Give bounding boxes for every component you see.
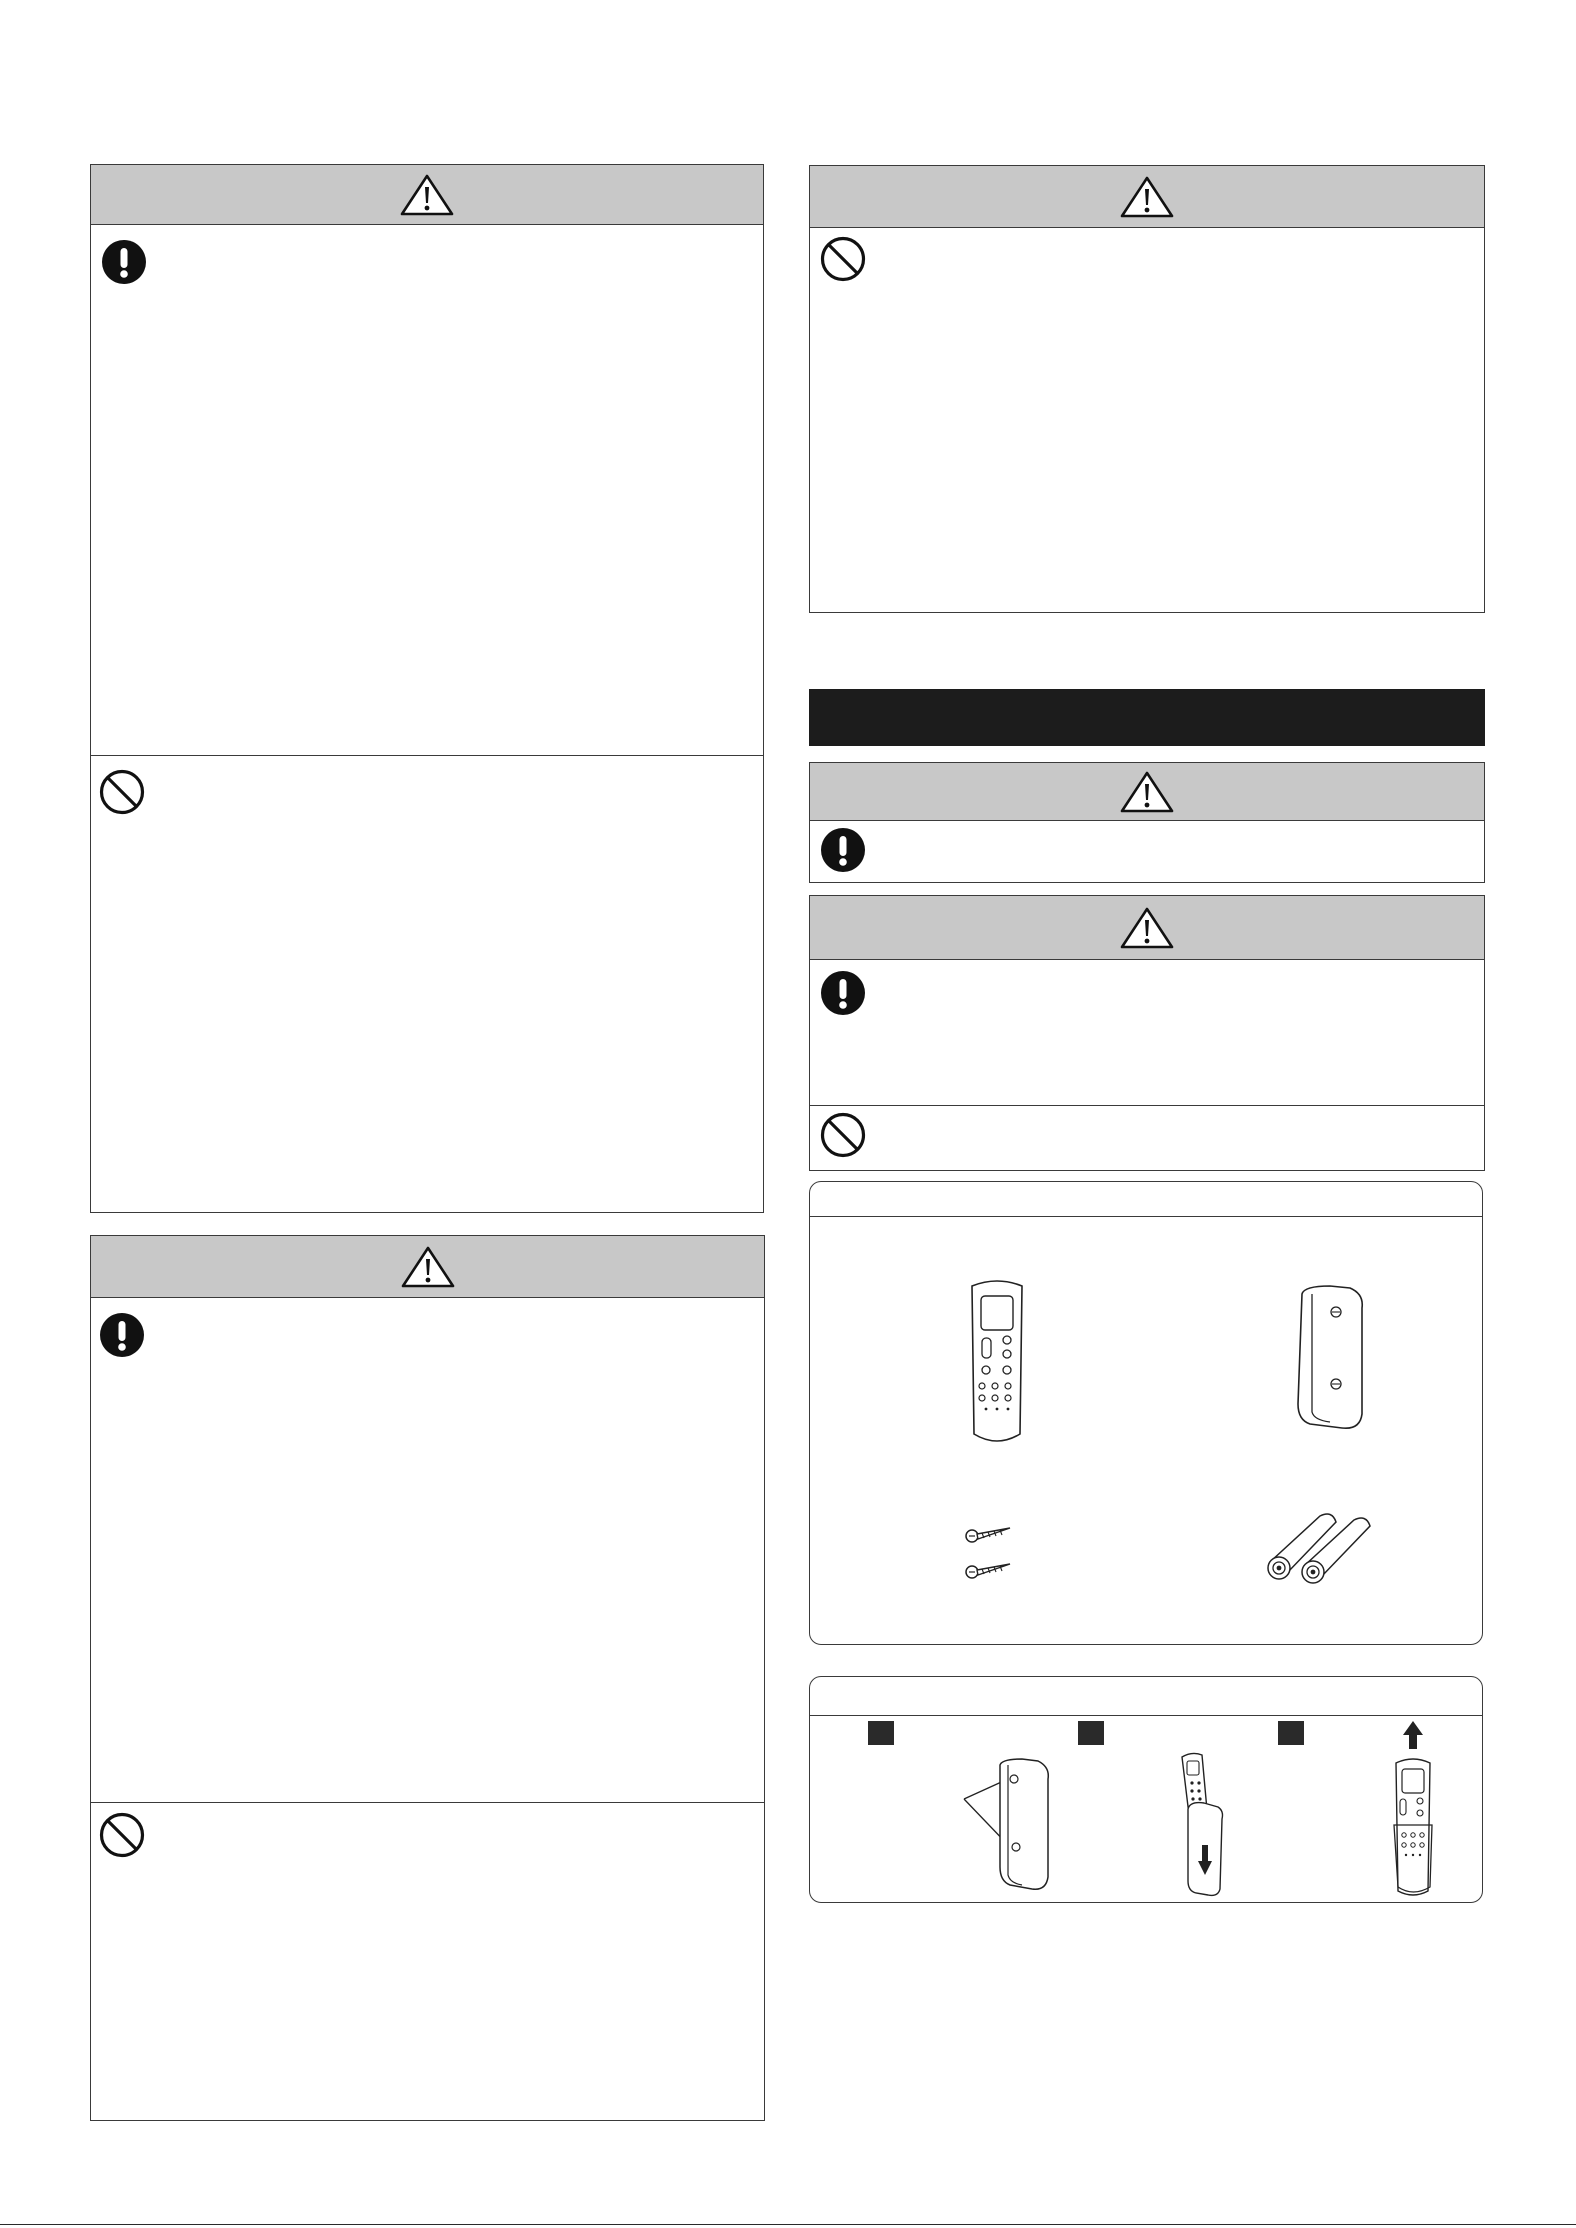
section-title-bar xyxy=(809,689,1485,746)
remote-holder-image xyxy=(1290,1284,1372,1432)
warning-header xyxy=(810,166,1484,228)
warning-header xyxy=(91,1236,764,1298)
step-square-icon xyxy=(1078,1721,1104,1745)
warning-triangle-icon xyxy=(1119,770,1175,814)
exclamation-circle-icon xyxy=(99,1312,145,1358)
prohibition-icon xyxy=(99,1812,145,1858)
remote-in-holder-image xyxy=(1388,1721,1438,1901)
prohibition-icon xyxy=(820,236,866,282)
remote-control-image xyxy=(962,1278,1032,1448)
warning-header xyxy=(91,165,763,225)
section-divider xyxy=(810,1105,1484,1106)
accessories-box xyxy=(809,1181,1483,1645)
accessories-header-line xyxy=(810,1216,1482,1217)
warning-box-1 xyxy=(90,164,764,1213)
mounting-header-line xyxy=(810,1715,1482,1716)
warning-triangle-icon xyxy=(1119,175,1175,219)
section-divider xyxy=(91,1802,764,1803)
exclamation-circle-icon xyxy=(820,970,866,1016)
section-divider xyxy=(91,755,763,756)
mounting-steps-box xyxy=(809,1676,1483,1903)
batteries-image xyxy=(1260,1508,1390,1592)
warning-box-3 xyxy=(809,165,1485,613)
step-square-icon xyxy=(1278,1721,1304,1745)
page-bottom-rule xyxy=(0,2224,1576,2225)
warning-box-4 xyxy=(809,762,1485,883)
screws-image xyxy=(962,1522,1018,1588)
warning-box-5 xyxy=(809,895,1485,1171)
prohibition-icon xyxy=(820,1112,866,1158)
warning-box-2 xyxy=(90,1235,765,2121)
exclamation-circle-icon xyxy=(101,239,147,285)
warning-header xyxy=(810,896,1484,960)
warning-triangle-icon xyxy=(1119,906,1175,950)
step-square-icon xyxy=(868,1721,894,1745)
exclamation-circle-icon xyxy=(820,827,866,873)
remote-insert-image xyxy=(1174,1749,1234,1899)
warning-triangle-icon xyxy=(400,1245,456,1289)
warning-header xyxy=(810,763,1484,821)
warning-triangle-icon xyxy=(399,173,455,217)
prohibition-icon xyxy=(99,769,145,815)
holder-screw-mounting-image xyxy=(960,1757,1070,1897)
